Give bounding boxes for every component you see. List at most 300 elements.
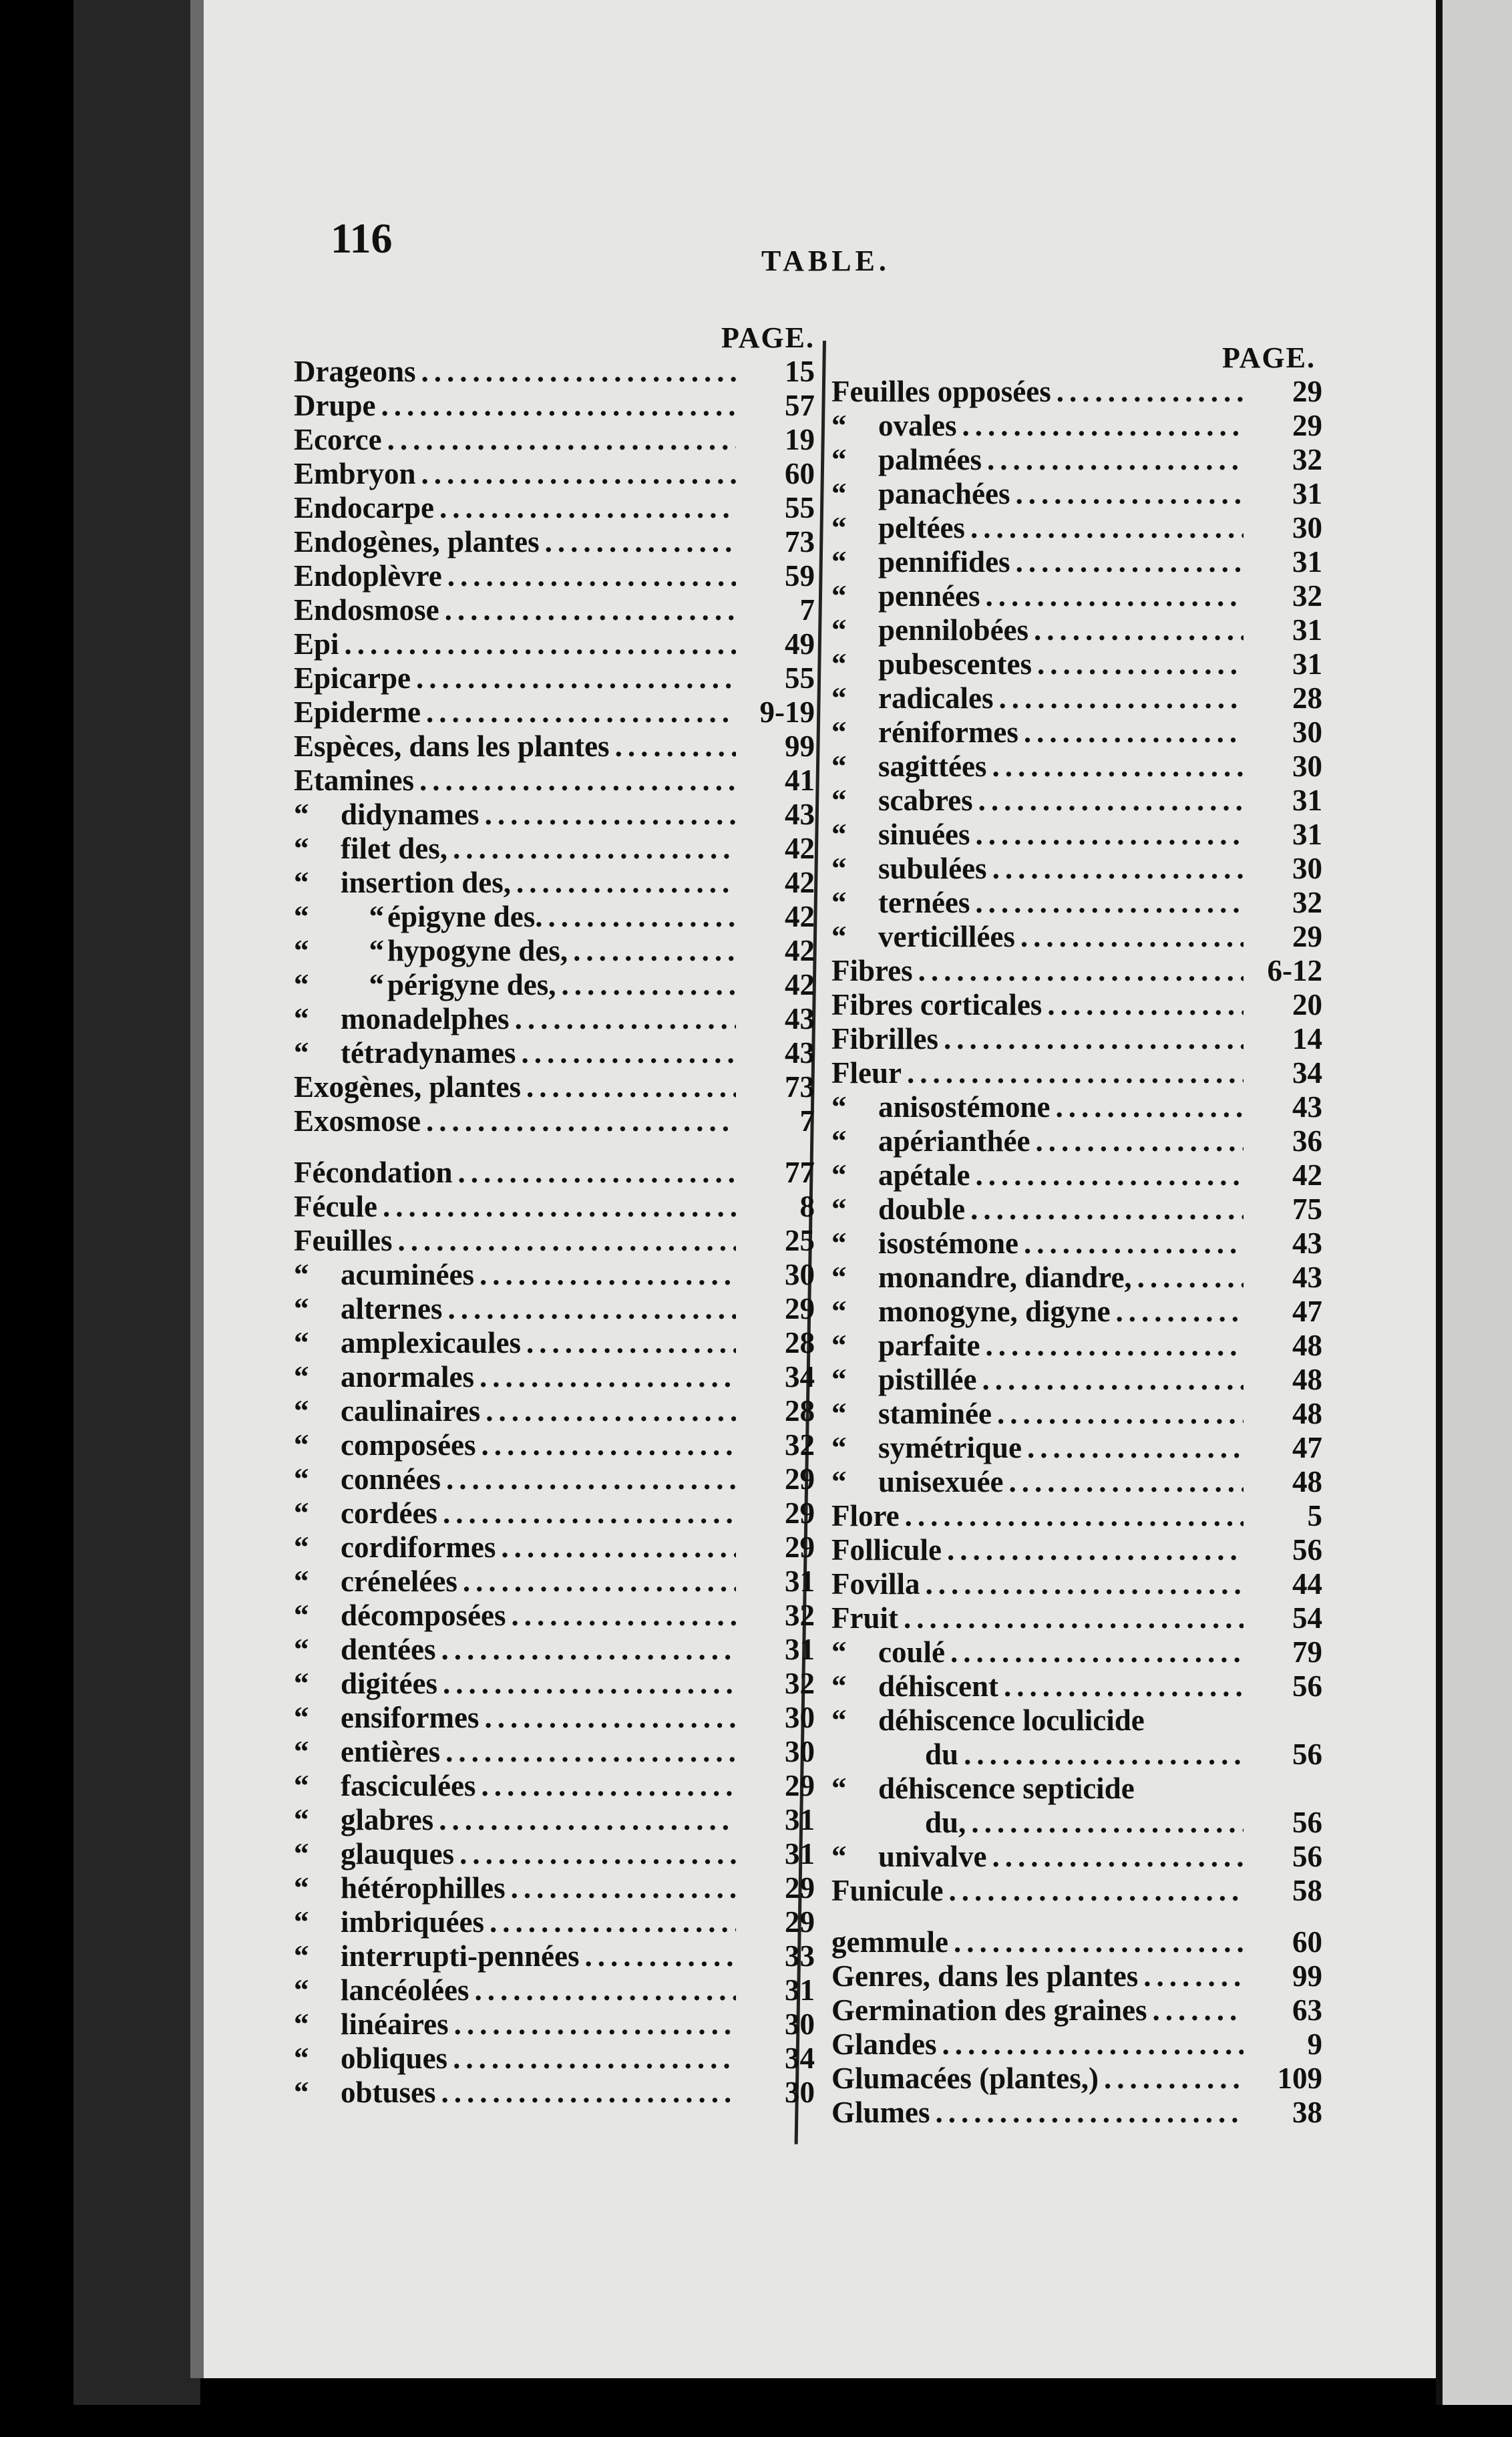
dot-leader: [515, 1001, 736, 1036]
ditto-mark: “: [831, 1363, 847, 1396]
index-entry: [831, 1055, 1322, 1090]
entry-page-number: 34: [1292, 1056, 1322, 1090]
dot-leader: [1037, 647, 1244, 681]
dot-leader: [501, 1530, 736, 1565]
entry-label: linéaires: [341, 2007, 449, 2041]
dot-leader: [954, 1925, 1244, 1959]
entry-page-number: 48: [1292, 1363, 1322, 1396]
ditto-mark: “: [831, 1227, 847, 1260]
index-entry: [831, 374, 1322, 408]
entry-page-number: 5: [1307, 1499, 1322, 1532]
dot-leader: [1020, 919, 1244, 954]
index-entry: [294, 524, 815, 558]
ditto-mark: “: [831, 1124, 847, 1158]
ditto-mark: “: [831, 409, 847, 442]
dot-leader: [573, 933, 736, 968]
entry-label: monogyne, digyne: [878, 1295, 1111, 1328]
entry-page-number: 41: [785, 764, 815, 797]
ditto-mark: “: [294, 1939, 309, 1973]
dot-leader: [446, 1462, 736, 1496]
dot-leader: [1143, 1959, 1244, 1993]
index-entry: [294, 627, 815, 661]
entry-page-number: 28: [1292, 681, 1322, 715]
entry-label: pennées: [878, 579, 980, 613]
dot-leader: [426, 695, 736, 729]
ditto-mark: “: [294, 1871, 309, 1905]
dot-leader: [426, 1104, 736, 1138]
index-entry: [294, 1223, 815, 1257]
ditto-mark: “: [294, 2042, 309, 2075]
entry-page-number: 32: [1292, 579, 1322, 613]
dot-leader: [992, 749, 1244, 784]
entry-page-number: 31: [1292, 784, 1322, 817]
entry-page-number: 43: [785, 1036, 815, 1070]
entry-page-number: 59: [785, 559, 815, 593]
ditto-mark: “ “: [294, 968, 384, 1001]
entry-page-number: 29: [1292, 920, 1322, 953]
dot-leader: [992, 851, 1244, 886]
index-entry: [831, 851, 1322, 885]
ditto-mark: “: [831, 443, 847, 476]
entry-page-number: 36: [1292, 1124, 1322, 1158]
entry-page-number: 33: [785, 1939, 815, 1973]
index-entry: [294, 899, 815, 933]
index-entry: [831, 1925, 1322, 1959]
dot-leader: [441, 2075, 736, 2110]
entry-page-number: 56: [1292, 1738, 1322, 1771]
index-entry: [831, 2061, 1322, 2095]
entry-label: Espèces, dans les plantes: [294, 729, 610, 763]
entry-page-number: 34: [785, 2042, 815, 2075]
entry-page-number: 32: [785, 1599, 815, 1632]
entry-page-number: 79: [1292, 1635, 1322, 1669]
index-entry: [831, 1771, 1322, 1805]
entry-label: entières: [341, 1735, 441, 1768]
entry-page-number: 31: [785, 1803, 815, 1836]
dot-leader: [1057, 374, 1244, 409]
ditto-mark: “: [831, 1465, 847, 1498]
dot-leader: [997, 1396, 1244, 1431]
dot-leader: [1034, 613, 1244, 647]
dot-leader: [970, 1192, 1244, 1227]
index-entry: [294, 490, 815, 524]
entry-label: pubescentes: [878, 647, 1032, 681]
dot-leader: [986, 579, 1244, 613]
ditto-mark: “: [294, 1428, 309, 1462]
entry-label: Embryon: [294, 457, 416, 490]
page-number: 116: [331, 214, 393, 262]
entry-label: parfaite: [878, 1329, 980, 1362]
index-entry: [831, 817, 1322, 851]
entry-page-number: 29: [785, 1769, 815, 1802]
dot-leader: [1047, 987, 1244, 1022]
entry-label: Fécondation: [294, 1156, 453, 1189]
index-entry: [831, 2095, 1322, 2129]
dot-leader: [521, 1035, 736, 1070]
ditto-mark: “: [294, 1394, 309, 1428]
entry-page-number: 34: [785, 1360, 815, 1394]
entry-page-number: 31: [1292, 545, 1322, 579]
index-entry: [294, 1462, 815, 1496]
ditto-mark: “: [831, 784, 847, 817]
dot-leader: [904, 1601, 1244, 1635]
ditto-mark: “: [294, 1735, 309, 1768]
entry-label: interrupti-pennées: [341, 1939, 580, 1973]
index-entry: [831, 783, 1322, 817]
entry-label: sagittées: [878, 750, 987, 783]
entry-label: sinuées: [878, 818, 970, 851]
adjacent-page-edge: [1436, 0, 1512, 2405]
entry-label: obtuses: [341, 2076, 436, 2109]
index-entry: [294, 865, 815, 899]
dot-leader: [480, 1257, 736, 1292]
index-entry: [294, 1001, 815, 1035]
ditto-mark: “: [294, 798, 309, 831]
left-index-column: [294, 354, 815, 2109]
entry-label: Fovilla: [831, 1567, 920, 1601]
index-entry: [294, 1973, 815, 2007]
entry-page-number: 30: [785, 2007, 815, 2041]
entry-page-number: 55: [785, 661, 815, 695]
dot-leader: [548, 899, 736, 934]
index-entry: [294, 661, 815, 695]
dot-leader: [439, 490, 736, 525]
dot-leader: [421, 456, 736, 491]
dot-leader: [441, 1632, 736, 1667]
dot-leader: [511, 1871, 736, 1905]
entry-page-number: 99: [1292, 1959, 1322, 1993]
dot-leader: [950, 1635, 1244, 1669]
entry-page-number: 14: [1292, 1022, 1322, 1055]
entry-label: Endosmose: [294, 593, 439, 627]
dot-leader: [1116, 1294, 1244, 1329]
dot-leader: [975, 885, 1244, 920]
ditto-mark: “: [294, 866, 309, 899]
index-entry: [294, 456, 815, 490]
entry-page-number: 30: [1292, 852, 1322, 885]
entry-page-number: 58: [1292, 1874, 1322, 1907]
entry-label: réniformes: [878, 715, 1018, 749]
index-entry: [831, 1498, 1322, 1532]
ditto-mark: “: [831, 1329, 847, 1362]
entry-label: décomposées: [341, 1599, 506, 1632]
dot-leader: [985, 1328, 1244, 1363]
index-entry: [294, 1598, 815, 1632]
index-entry: [831, 544, 1322, 579]
entry-label: unisexuée: [878, 1465, 1004, 1498]
entry-page-number: 29: [1292, 409, 1322, 442]
entry-label: Epicarpe: [294, 661, 411, 695]
index-entry: [831, 1669, 1322, 1703]
dot-leader: [1009, 1464, 1244, 1499]
entry-label: scabres: [878, 784, 973, 817]
dot-leader: [615, 729, 736, 764]
dot-leader: [511, 1598, 736, 1633]
index-entry: [294, 1359, 815, 1394]
index-entry: [294, 1155, 815, 1189]
entry-page-number: 29: [785, 1462, 815, 1496]
ditto-mark: “: [831, 1192, 847, 1226]
index-entry: [831, 715, 1322, 749]
entry-label: amplexicaules: [341, 1326, 521, 1359]
entry-label: glabres: [341, 1803, 434, 1836]
index-entry: [294, 967, 815, 1001]
index-entry: [294, 1496, 815, 1530]
entry-label: déhiscent: [878, 1669, 998, 1703]
index-entry: [294, 1564, 815, 1598]
dot-leader: [474, 1973, 736, 2007]
index-entry: [294, 1836, 815, 1871]
index-entry: [831, 476, 1322, 510]
ditto-mark: “: [294, 1633, 309, 1666]
entry-label: hypogyne des,: [387, 934, 568, 967]
index-entry: [831, 1090, 1322, 1124]
entry-page-number: 55: [785, 491, 815, 524]
entry-label: cordiformes: [341, 1530, 496, 1564]
entry-label: alternes: [341, 1292, 443, 1325]
dot-leader: [416, 661, 736, 695]
index-entry: [831, 987, 1322, 1021]
book-spine: [73, 0, 200, 2405]
entry-page-number: 48: [1292, 1465, 1322, 1498]
entry-page-number: 56: [1292, 1806, 1322, 1839]
dot-leader: [481, 1428, 736, 1462]
dot-leader: [516, 865, 736, 900]
dot-leader: [562, 967, 737, 1002]
dot-leader: [918, 953, 1244, 988]
entry-label: digitées: [341, 1667, 437, 1700]
index-entry: [294, 1734, 815, 1768]
index-entry: [831, 1737, 1322, 1771]
index-entry: [294, 1632, 815, 1666]
entry-label: Fibres: [831, 954, 913, 987]
ditto-mark: “: [831, 715, 847, 749]
entry-label: du: [925, 1738, 959, 1771]
ditto-mark: “: [294, 2007, 309, 2041]
entry-page-number: 31: [785, 1633, 815, 1666]
entry-label: isostémone: [878, 1227, 1018, 1260]
dot-leader: [962, 408, 1244, 443]
entry-page-number: 9-19: [759, 695, 815, 729]
dot-leader: [447, 1291, 736, 1326]
ditto-mark: “: [831, 1431, 847, 1464]
dot-leader: [942, 2027, 1244, 2062]
dot-leader: [484, 1700, 736, 1735]
index-entry: [294, 1768, 815, 1802]
entry-label: double: [878, 1192, 966, 1226]
ditto-mark: “: [831, 647, 847, 681]
index-entry: [831, 1805, 1322, 1839]
ditto-mark: “: [294, 1701, 309, 1734]
ditto-mark: “: [831, 1703, 847, 1737]
entry-page-number: 73: [785, 1070, 815, 1104]
entry-label: apétale: [878, 1158, 970, 1192]
entry-label: pennilobées: [878, 613, 1029, 647]
entry-label: Fibres corticales: [831, 988, 1043, 1021]
ditto-mark: “: [831, 681, 847, 715]
entry-page-number: 99: [785, 729, 815, 763]
entry-page-number: 60: [785, 457, 815, 490]
index-entry: [294, 763, 815, 797]
ditto-mark: “: [831, 920, 847, 953]
dot-leader: [1104, 2061, 1244, 2096]
entry-label: Ecorce: [294, 423, 382, 456]
ditto-mark: “: [294, 1565, 309, 1598]
ditto-mark: “: [831, 1397, 847, 1430]
entry-page-number: 30: [785, 1735, 815, 1768]
index-entry: [831, 885, 1322, 919]
ditto-mark: “: [831, 852, 847, 885]
dot-leader: [584, 1939, 736, 1973]
index-entry: [831, 579, 1322, 613]
entry-page-number: 30: [785, 1258, 815, 1291]
dot-leader: [383, 1189, 736, 1224]
left-column-header: PAGE.: [721, 321, 815, 354]
page-gutter: [190, 0, 204, 2378]
index-entry: [831, 647, 1322, 681]
entry-page-number: 47: [1292, 1295, 1322, 1328]
entry-page-number: 43: [1292, 1227, 1322, 1260]
index-entry: [831, 1993, 1322, 2027]
entry-page-number: 31: [785, 1837, 815, 1871]
ditto-mark: “: [294, 1036, 309, 1070]
ditto-mark: “: [831, 477, 847, 510]
dot-leader: [998, 681, 1244, 715]
entry-page-number: 32: [785, 1428, 815, 1462]
entry-page-number: 48: [1292, 1397, 1322, 1430]
dot-leader: [445, 1734, 736, 1769]
entry-page-number: 31: [785, 1565, 815, 1598]
index-entry: [831, 1635, 1322, 1669]
entry-page-number: 42: [785, 934, 815, 967]
dot-leader: [485, 797, 736, 832]
entry-label: Drupe: [294, 389, 376, 422]
dot-leader: [490, 1905, 736, 1939]
entry-label: Feuilles: [294, 1224, 393, 1257]
ditto-mark: “: [294, 2076, 309, 2109]
entry-page-number: 57: [785, 389, 815, 422]
index-entry: [831, 749, 1322, 783]
index-entry: [831, 1260, 1322, 1294]
dot-leader: [419, 763, 736, 798]
dot-leader: [1137, 1260, 1244, 1295]
entry-label: Feuilles opposées: [831, 375, 1051, 408]
ditto-mark: “: [294, 1973, 309, 2007]
ditto-mark: “: [294, 1599, 309, 1632]
entry-label: Etamines: [294, 764, 414, 797]
entry-page-number: 28: [785, 1394, 815, 1428]
ditto-mark: “: [294, 1258, 309, 1291]
index-entry: [831, 1396, 1322, 1430]
dot-leader: [976, 817, 1244, 852]
entry-label: ovales: [878, 409, 957, 442]
entry-page-number: 43: [1292, 1261, 1322, 1294]
entry-label: déhiscence septicide: [878, 1772, 1135, 1805]
dot-leader: [949, 1873, 1244, 1908]
index-entry: [294, 1939, 815, 1973]
ditto-mark: “: [294, 1769, 309, 1802]
dot-leader: [454, 2007, 736, 2042]
index-entry: [294, 1035, 815, 1070]
entry-label: palmées: [878, 443, 982, 476]
index-entry: [294, 2075, 815, 2109]
dot-leader: [1024, 1226, 1244, 1261]
entry-label: pennifides: [878, 545, 1010, 579]
ditto-mark: “: [294, 1837, 309, 1871]
ditto-mark: “ “: [294, 934, 384, 967]
entry-page-number: 30: [785, 1701, 815, 1734]
dot-leader: [905, 1498, 1244, 1533]
ditto-mark: “: [294, 1002, 309, 1035]
index-entry: [294, 1871, 815, 1905]
entry-page-number: 43: [1292, 1090, 1322, 1124]
entry-label: hétérophilles: [341, 1871, 506, 1905]
dot-leader: [978, 783, 1244, 818]
dot-leader: [397, 1223, 736, 1258]
index-entry: [831, 1294, 1322, 1328]
index-entry: [831, 1158, 1322, 1192]
entry-label: subulées: [878, 852, 987, 885]
index-entry: [831, 1532, 1322, 1567]
index-entry: [831, 408, 1322, 442]
entry-label: ensiformes: [341, 1701, 480, 1734]
entry-page-number: 38: [1292, 2096, 1322, 2129]
ditto-mark: “: [294, 1496, 309, 1530]
entry-label: anisostémone: [878, 1090, 1051, 1124]
dot-leader: [453, 2041, 736, 2076]
entry-label: Epiderme: [294, 695, 421, 729]
entry-page-number: 7: [799, 593, 815, 627]
index-entry: [294, 933, 815, 967]
dot-leader: [971, 1805, 1244, 1840]
entry-page-number: 28: [785, 1326, 815, 1359]
index-entry: [831, 2027, 1322, 2061]
entry-label: crénelées: [341, 1565, 457, 1598]
entry-label: coulé: [878, 1635, 945, 1669]
index-entry: [831, 1567, 1322, 1601]
entry-label: panachées: [878, 477, 1010, 510]
index-entry: [831, 1124, 1322, 1158]
dot-leader: [381, 388, 737, 423]
index-entry: [294, 1325, 815, 1359]
index-entry: [831, 1959, 1322, 1993]
entry-page-number: 43: [785, 1002, 815, 1035]
ditto-mark: “: [294, 832, 309, 865]
index-entry: [831, 510, 1322, 544]
dot-leader: [944, 1021, 1244, 1056]
entry-label: Drageons: [294, 355, 416, 388]
entry-label: épigyne des.: [387, 900, 543, 933]
dot-leader: [926, 1567, 1244, 1601]
entry-label: anormales: [341, 1360, 474, 1394]
index-entry: [294, 729, 815, 763]
entry-label: Genres, dans les plantes: [831, 1959, 1139, 1993]
index-entry: [294, 422, 815, 456]
dot-leader: [975, 1158, 1244, 1192]
index-entry: [831, 1430, 1322, 1464]
dot-leader: [445, 593, 736, 627]
dot-leader: [964, 1737, 1244, 1772]
index-entry: [294, 593, 815, 627]
ditto-mark: “: [831, 1261, 847, 1294]
ditto-mark: “: [831, 818, 847, 851]
index-entry: [294, 797, 815, 831]
entry-label: Endocarpe: [294, 491, 435, 524]
entry-page-number: 19: [785, 423, 815, 456]
entry-label: ternées: [878, 886, 970, 919]
entry-page-number: 56: [1292, 1840, 1322, 1873]
index-entry: [831, 1601, 1322, 1635]
